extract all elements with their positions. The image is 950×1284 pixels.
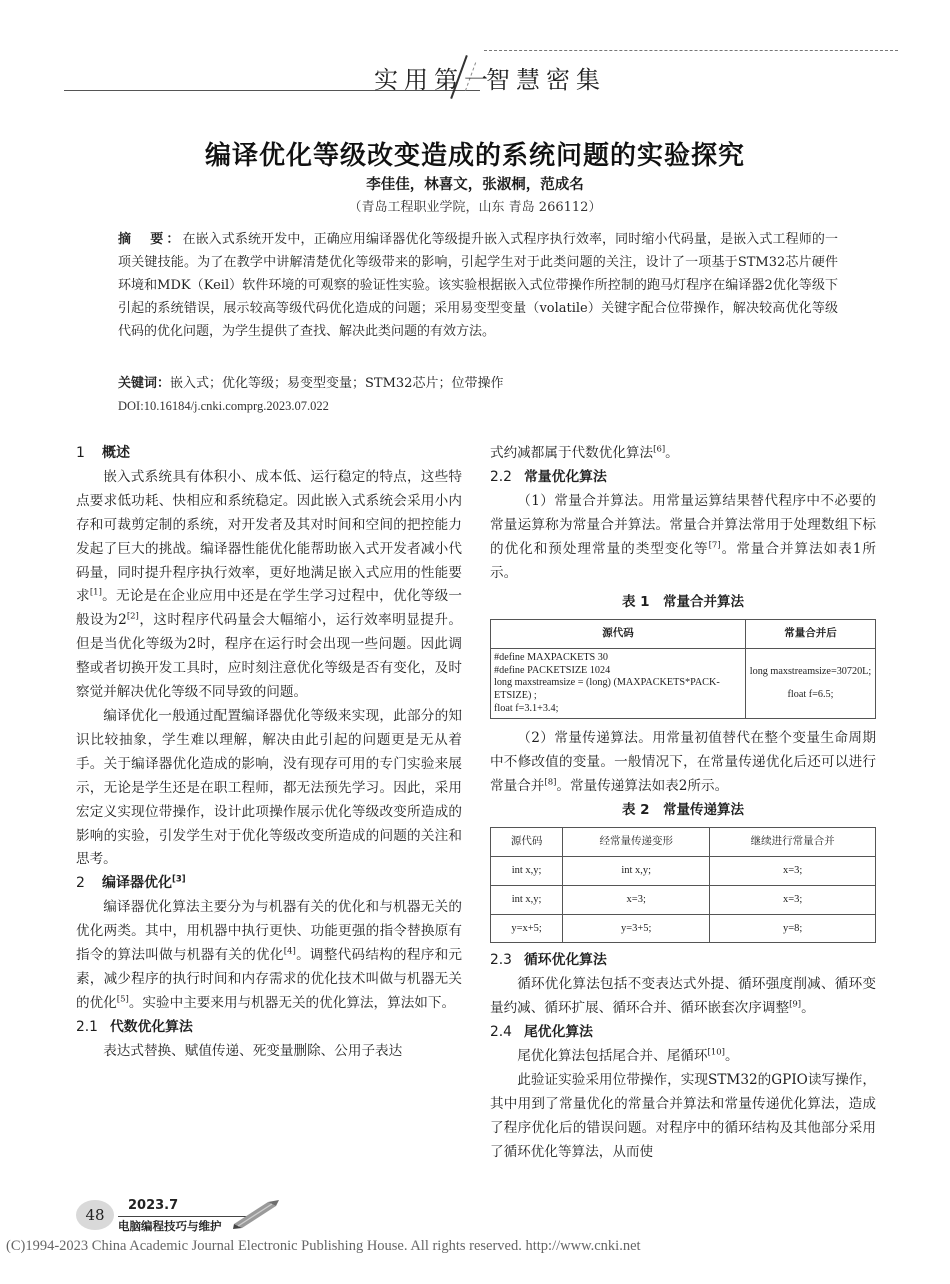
table-row [491, 856, 876, 885]
abstract-text: 在嵌入式系统开发中，正确应用编译器优化等级提升嵌入式程序执行效率，同时缩小代码量，是嵌入式工程师的一项关键技能。为了在教学中讲解清楚优化等级带来的影响，引起学生对于此类问题的关注，设计了一项基于STM32芯片硬件环境和MDK（Keil）软件环境的可观察的验证性实验。该实验根据嵌入式位带操作所控制的跑马灯程序在编译器2优化等级下引起的系统错误，展示较高等级代码优化造成的问题；采用易变型变量（volatile）关键字配合位带操作，解决较高优化等级代码的优化问题，为学生提供了查找、解决此类问题的有效方法。 [118, 232, 838, 339]
code-line: #define MAXPACKETS 30 [494, 652, 608, 664]
section-number: 2.3 [490, 952, 512, 969]
text: （1）常量合并算法。用常量运算结果替代程序中不必要的常量运算称为常量合并算法。常量合并算法常用于处理数组下标的优化和预处理常量的类型变化等 [490, 492, 876, 557]
paragraph [490, 973, 876, 1021]
table-1-caption: 表 1 常量合并算法 [621, 594, 745, 611]
section-label-right: 智慧密集 [486, 66, 606, 94]
abstract-label: 摘 要： [118, 232, 183, 247]
section-title: 常量优化算法 [524, 468, 607, 485]
section-number: 1 [76, 445, 85, 461]
paragraph [490, 1045, 876, 1069]
code-line: #define PACKETSIZE 1024 [494, 664, 611, 676]
section-1-heading [76, 442, 462, 466]
pencil-logo-icon [232, 1198, 280, 1230]
table-cell: int x,y; [563, 856, 710, 885]
code-line: ETSIZE) ; [494, 690, 537, 702]
table-header-row [491, 620, 876, 649]
header-rule-right [484, 50, 898, 51]
paragraph [490, 490, 876, 586]
table-cell: int x,y; [491, 856, 563, 885]
table-2-caption: 表 2 常量传递算法 [621, 801, 745, 818]
table-2 [490, 827, 876, 944]
paragraph [76, 466, 462, 705]
table-row [491, 885, 876, 914]
right-column [490, 442, 876, 1165]
citation: [5] [116, 994, 129, 1005]
table-1 [490, 619, 876, 719]
table-header-cell: 经常量传递变形 [563, 827, 710, 856]
text: 。 [665, 445, 679, 461]
citation: [4] [283, 946, 296, 957]
code-line: float f=6.5; [787, 688, 834, 700]
text: 尾优化算法包括尾合并、尾循环 [517, 1048, 708, 1065]
table-header-row [491, 827, 876, 856]
text: 。常量合并算法如表1所示。 [490, 540, 876, 581]
text: ，这时程序代码量会大幅缩小，运行效率明显提升。但是当优化等级为2时，程序在运行时会出现一些问题。因此调整或者切换开发工具时，应时刻注意优化等级是否有变化，及时察觉并解决优化等级不同导致的问题。 [76, 612, 463, 701]
article-authors: 李佳佳，林喜文，张淑桐，范成名 [366, 177, 584, 193]
section-2-4-heading [490, 1021, 876, 1045]
section-2-2-heading [490, 466, 876, 490]
code-line: long maxstreamsize = (long) (MAXPACKETS*PACK- [494, 677, 720, 689]
table-row [491, 914, 876, 943]
text: 。 [724, 1048, 739, 1065]
section-title: 代数优化算法 [110, 1018, 193, 1035]
table-cell-source [491, 649, 746, 719]
left-column [76, 442, 462, 1064]
text: 。实验中主要来用与机器无关的优化算法，算法如下。 [128, 994, 456, 1011]
paragraph [76, 896, 462, 1016]
section-2-heading [76, 872, 462, 896]
text: 嵌入式系统具有体积小、成本低、运行稳定的特点，这些特点要求低功耗、快相应和系统稳定。因此嵌入式系统会采用小内存和可裁剪定制的系统，对开发者及其对时间和空间的把控能力发起了巨大的挑战。编译器性能优化能帮助嵌入式开发者减小代码量，同时提升程序执行效率，更好地满足嵌入式应用的性能要求 [76, 468, 462, 605]
text: 。调整代码结构的程序和元素，减少程序的执行时间和内存需求的优化技术叫做与机器无关的优化 [76, 947, 463, 1011]
keywords-text: 嵌入式；优化等级；易变型变量；STM32芯片；位带操作 [170, 376, 504, 391]
citation: [9] [789, 999, 802, 1010]
text: 。无论是在企业应用中还是在学生学习过程中，优化等级一般设为2 [76, 588, 463, 629]
table-cell: x=3; [710, 856, 876, 885]
section-label-left: 实用第一 [374, 66, 494, 94]
citation: [1] [89, 587, 102, 598]
text: （2）常量传递算法。用常量初值替代在整个变量生命周期中不修改值的变量。一般情况下，在常量传递优化后还可以进行常量合并 [490, 730, 876, 795]
section-number: 2.2 [490, 468, 512, 485]
table-cell-result [746, 649, 876, 719]
citation: [8] [544, 777, 557, 788]
section-title: 编译器优化 [102, 875, 172, 892]
section-title: 循环优化算法 [524, 952, 607, 969]
code-line: long maxstreamsize=30720L; [749, 666, 872, 678]
section-number: 2.1 [76, 1018, 98, 1035]
section-2-3-heading [490, 949, 876, 973]
paragraph: 此验证实验采用位带操作，实现STM32的GPIO读写操作，其中用到了常量优化的常量合并算法和常量传递优化算法，造成了程序优化后的错误问题。对程序中的循环结构及其他部分采用了循环优化等算法，从而使 [490, 1072, 876, 1160]
text: 编译器优化算法主要分为与机器有关的优化和与机器无关的优化两类。其中，用机器中执行更快、功能更强的指令替换原有指令的算法叫做与机器有关的优化 [76, 899, 462, 964]
page-number: 48 [76, 1200, 114, 1230]
section-title: 尾优化算法 [524, 1024, 593, 1041]
keywords-label: 关键词： [118, 376, 171, 391]
article-title: 编译优化等级改变造成的系统问题的实验探究 [204, 141, 745, 171]
section-title: 概述 [102, 445, 130, 461]
table-cell: y=8; [710, 914, 876, 943]
table-cell: x=3; [563, 885, 710, 914]
citation: [6] [653, 444, 666, 455]
table-header-cell: 常量合并后 [746, 620, 876, 649]
paragraph: 编译优化一般通过配置编译器优化等级来实现，此部分的知识比较抽象，学生难以理解，解决由此引起的问题更是无从着手。关于编译器优化造成的影响，没有现存可用的专门实验来展示，无论是学生还是在职工程师，都无法预先学习。因此，采用宏定义实现位带操作，设计此项操作展示优化等级改变所造成的影响的实验，引发学生对于优化等级改变所造成的问题的关注和思考。 [76, 707, 462, 868]
article-affiliation: （青岛工程职业学院，山东 青岛 266112） [348, 200, 602, 215]
section-2-1-heading [76, 1016, 462, 1040]
paragraph: 表达式替换、赋值传递、死变量删除、公用子表达 [103, 1042, 403, 1059]
issue-date: 2023.7 [128, 1198, 179, 1213]
citation: [2] [126, 611, 139, 622]
paragraph [490, 442, 876, 466]
table-row [491, 649, 876, 719]
paragraph [490, 727, 876, 799]
table-cell: y=x+5; [491, 914, 563, 943]
magazine-name: 电脑编程技巧与维护 [118, 1219, 222, 1233]
copyright-notice: (C)1994-2023 China Academic Journal Electronic Publishing House. All rights reserved. http://www.cnki.net [6, 1238, 641, 1254]
doi: DOI:10.16184/j.cnki.comprg.2023.07.022 [118, 399, 329, 413]
table-cell: y=3+5; [563, 914, 710, 943]
citation: [3] [172, 874, 186, 885]
citation: [7] [708, 540, 721, 551]
text: 。常量传递算法如表2所示。 [556, 778, 729, 795]
text: 。 [801, 1000, 815, 1017]
abstract [118, 228, 838, 343]
section-number: 2 [76, 875, 85, 892]
table-cell: x=3; [710, 885, 876, 914]
table-header-cell: 源代码 [491, 827, 563, 856]
table-cell: int x,y; [491, 885, 563, 914]
table-header-cell: 继续进行常量合并 [710, 827, 876, 856]
text: 循环优化算法包括不变表达式外提、循环强度削减、循环变量约减、循环扩展、循环合并、循环嵌套次序调整 [490, 976, 876, 1017]
section-number: 2.4 [490, 1024, 512, 1041]
table-header-cell: 源代码 [491, 620, 746, 649]
keywords [118, 372, 838, 391]
text: 式约减都属于代数优化算法 [490, 445, 654, 461]
citation: [10] [707, 1047, 725, 1058]
code-line: float f=3.1+3.4; [494, 702, 559, 714]
